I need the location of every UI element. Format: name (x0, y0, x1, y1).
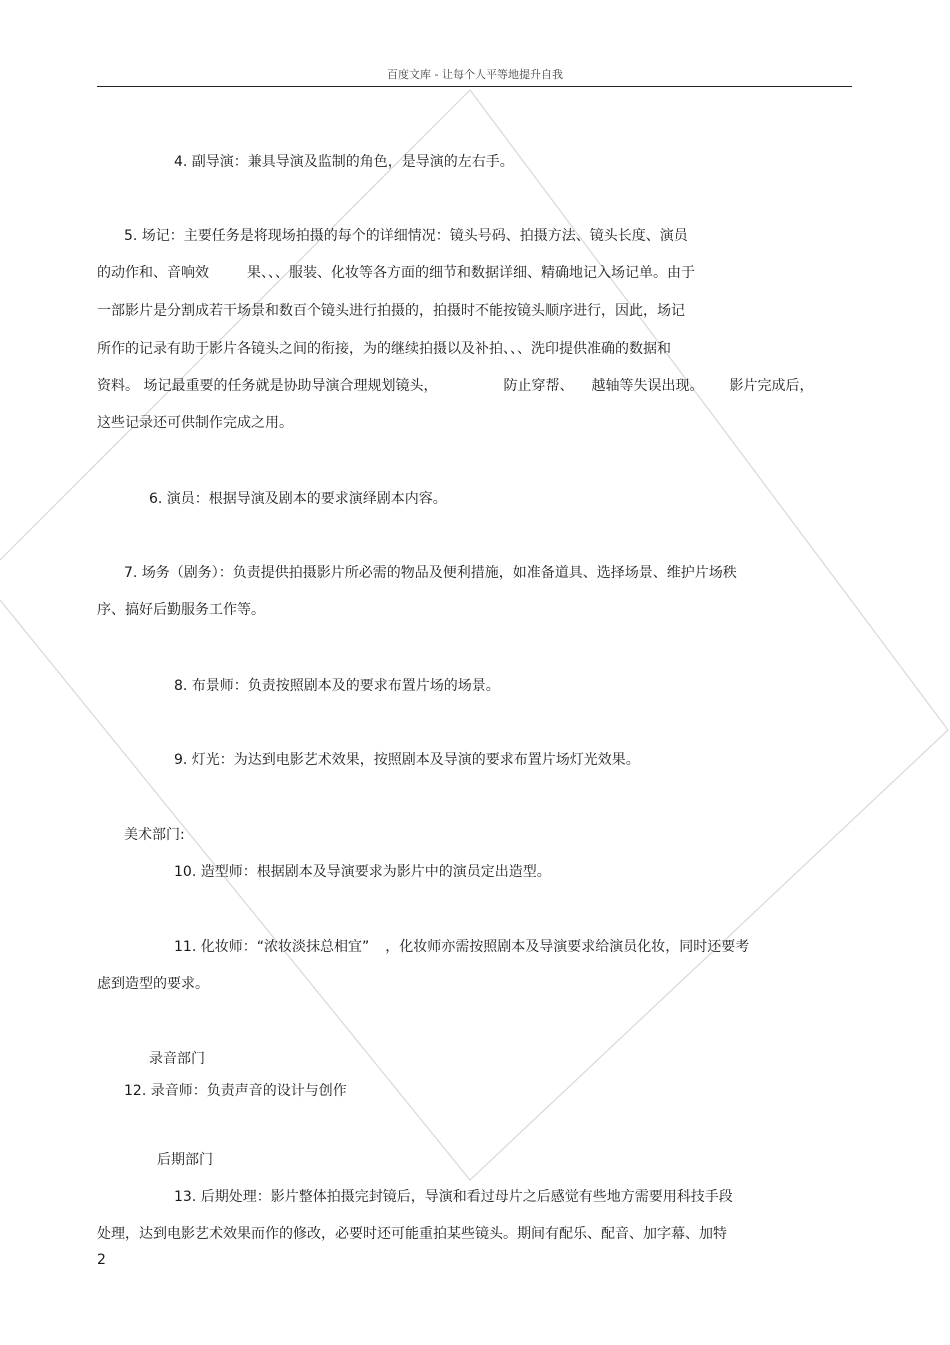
item-5-line-3: 一部影片是分割成若干场景和数百个镜头进行拍摄的，拍摄时不能按镜头顺序进行，因此，场记 (97, 303, 685, 319)
header-divider (97, 86, 852, 87)
section-post-production: 后期部门 (157, 1152, 213, 1168)
item-5-line-1: 5. 场记：主要任务是将现场拍摄的每个的详细情况：镜头号码、拍摄方法、镜头长度、演员 (124, 228, 688, 244)
item-13-line-1: 13. 后期处理：影片整体拍摄完封镜后，导演和看过母片之后感觉有些地方需要用科技手段 (174, 1189, 733, 1205)
item-10-line: 10. 造型师：根据剧本及导演要求为影片中的演员定出造型。 (174, 864, 551, 880)
item-7-line-1: 7. 场务（剧务）：负责提供拍摄影片所必需的物品及便利措施，如准备道具、选择场景、维护片场秩 (124, 565, 737, 581)
section-art-department: 美术部门: (124, 827, 185, 843)
item-12-line: 12. 录音师：负责声音的设计与创作 (124, 1083, 347, 1099)
item-6-line: 6. 演员：根据导演及剧本的要求演绎剧本内容。 (149, 491, 447, 507)
item-5-line-5-part-b: 防止穿帮、 (503, 378, 574, 394)
item-5-line-5-part-d: 影片完成后， (729, 378, 814, 394)
page-number: 2 (97, 1252, 106, 1268)
item-11-line-2: 虑到造型的要求。 (97, 976, 209, 992)
item-5-line-5 (97, 377, 813, 395)
item-13-line-2: 处理，达到电影艺术效果而作的修改，必要时还可能重拍某些镜头。期间有配乐、配音、加字幕、加特 (97, 1226, 727, 1242)
item-4-line: 4. 副导演：兼具导演及监制的角色，是导演的左右手。 (174, 154, 514, 170)
item-5-line-2-part-b: 果、、、服装、化妆等各方面的细节和数据详细、精确地记入场记单。由于 (247, 265, 695, 281)
page-header: 百度文库 - 让每个人平等地提升自我 (387, 68, 563, 81)
section-sound-department: 录音部门 (149, 1051, 205, 1067)
item-11-line-1 (174, 938, 749, 956)
item-5-line-5-part-c: 越轴等失误出现。 (591, 378, 704, 394)
item-9-line: 9. 灯光：为达到电影艺术效果，按照剧本及导演的要求布置片场灯光效果。 (174, 752, 640, 768)
item-7-line-2: 序、搞好后勤服务工作等。 (97, 602, 265, 618)
item-11-line-1-part-b: ，化妆师亦需按照剧本及导演要求给演员化妆，同时还要考 (385, 939, 750, 955)
item-5-line-6: 这些记录还可供制作完成之用。 (97, 415, 293, 431)
item-11-line-1-part-a: 11. 化妆师：“浓妆淡抹总相宜” (174, 939, 370, 955)
item-5-line-2 (97, 264, 695, 282)
item-5-line-4: 所作的记录有助于影片各镜头之间的衔接，为的继续拍摄以及补拍、、、洗印提供准确的数据和 (97, 341, 671, 357)
item-5-line-2-part-a: 的动作和、音响效 (97, 265, 209, 281)
item-5-line-5-part-a: 资料。 场记最重要的任务就是协助导演合理规划镜头， (97, 378, 438, 394)
item-8-line: 8. 布景师：负责按照剧本及的要求布置片场的场景。 (174, 678, 500, 694)
